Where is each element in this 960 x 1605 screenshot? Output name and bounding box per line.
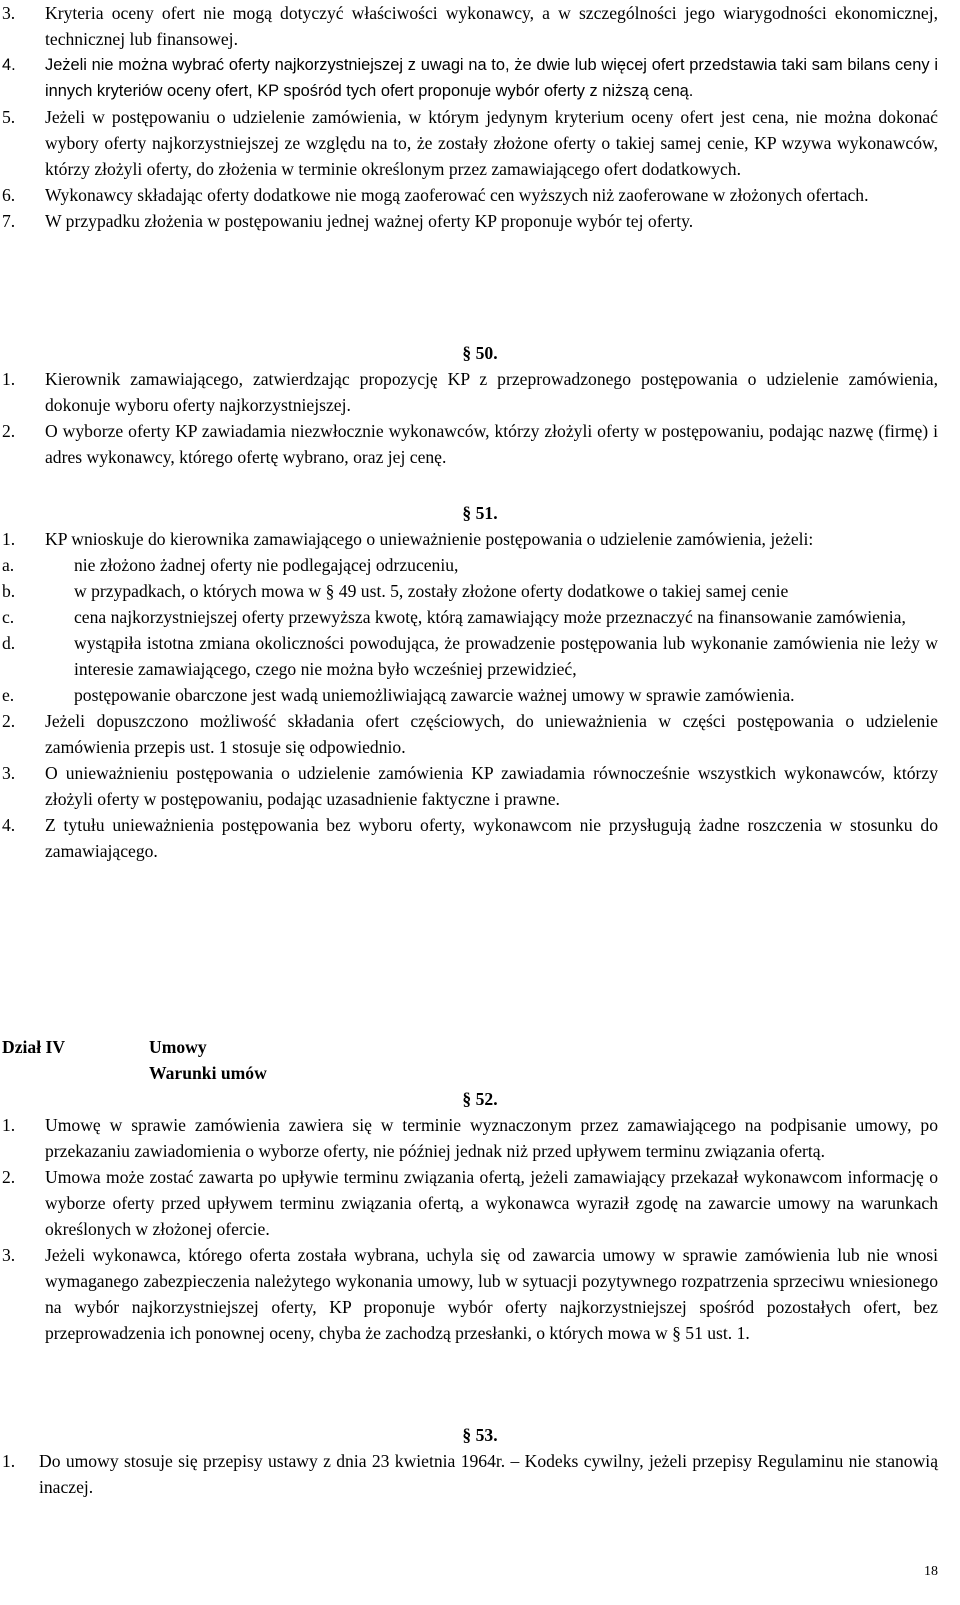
item-number: 2. bbox=[2, 421, 16, 441]
paragraph-title: § 51. bbox=[462, 503, 498, 523]
item-text: Z tytułu unieważnienia postępowania bez wyboru oferty, wykonawcom nie przysługują żadne roszczenia w stosunku do zamawiającego. bbox=[45, 815, 938, 861]
list-item bbox=[0, 1164, 960, 1242]
item-number: 2. bbox=[2, 711, 16, 731]
item-text: Jeżeli dopuszczono możliwość składania ofert częściowych, do unieważnienia w części postępowania o udzielenie zamówienia przepis ust. 1 stosuje się odpowiednio. bbox=[45, 711, 938, 757]
item-text: Umowa może zostać zawarta po upływie terminu związania ofertą, jeżeli zamawiający przekazał wykonawcom informację o wyborze oferty przed upływem terminu związania ofertą, a wykonawca wyraził zgodę na zawarcie umowy na warunkach określonych w złożonej ofercie. bbox=[45, 1167, 938, 1239]
list-item bbox=[0, 104, 960, 182]
item-number: 1. bbox=[2, 529, 16, 549]
section-title: Umowy bbox=[149, 1037, 207, 1057]
list-item bbox=[0, 0, 960, 52]
paragraph-50 bbox=[0, 340, 960, 470]
item-number: 1. bbox=[2, 1451, 16, 1471]
item-text: wystąpiła istotna zmiana okoliczności powodująca, że prowadzenie postępowania lub wykonanie zamówienia nie leży w interesie zamawiającego, czego nie można było wcześniej przewidzieć, bbox=[74, 633, 938, 679]
list-item bbox=[0, 418, 960, 470]
item-number: 7. bbox=[2, 211, 16, 231]
list-item bbox=[0, 708, 960, 760]
item-letter: d. bbox=[2, 633, 16, 653]
list-item bbox=[0, 208, 960, 234]
section-sign-icon: § bbox=[462, 1089, 472, 1109]
item-text: postępowanie obarczone jest wadą uniemożliwiającą zawarcie ważnej umowy w sprawie zamówienia. bbox=[74, 685, 795, 705]
sub-list-item bbox=[0, 578, 960, 604]
section-label: Dział IV bbox=[2, 1037, 66, 1057]
section-sign-icon: § bbox=[462, 1425, 472, 1445]
item-text: Wykonawcy składając oferty dodatkowe nie mogą zaoferować cen wyższych niż zaoferowane w złożonych ofertach. bbox=[45, 185, 869, 205]
item-number: 4. bbox=[2, 815, 16, 835]
paragraph-title: § 52. bbox=[462, 1089, 498, 1109]
item-number: 1. bbox=[2, 1115, 16, 1135]
paragraph-49-continuation bbox=[0, 0, 960, 234]
item-letter: c. bbox=[2, 607, 15, 627]
item-text: w przypadkach, o których mowa w § 49 ust. 5, zostały złożone oferty dodatkowe o takiej samej cenie bbox=[74, 581, 789, 601]
paragraph-title: § 53. bbox=[462, 1425, 498, 1445]
list-item bbox=[0, 1242, 960, 1346]
item-number: 6. bbox=[2, 185, 16, 205]
paragraph-53 bbox=[0, 1422, 960, 1500]
item-number: 3. bbox=[2, 1245, 16, 1265]
sub-list-item bbox=[0, 552, 960, 578]
sub-list-item bbox=[0, 604, 960, 630]
section-subtitle: Warunki umów bbox=[149, 1063, 267, 1083]
item-text: Kryteria oceny ofert nie mogą dotyczyć właściwości wykonawcy, a w szczególności jego wiarygodności ekonomicznej, technicznej lub finansowej. bbox=[45, 3, 938, 49]
item-text: nie złożono żadnej oferty nie podlegającej odrzuceniu, bbox=[74, 555, 459, 575]
list-item bbox=[0, 182, 960, 208]
item-text: W przypadku złożenia w postępowaniu jednej ważnej oferty KP proponuje wybór tej oferty. bbox=[45, 211, 694, 231]
item-letter: e. bbox=[2, 685, 15, 705]
page-number: 18 bbox=[924, 1564, 938, 1579]
paragraph-51 bbox=[0, 500, 960, 864]
item-text: O wyborze oferty KP zawiadamia niezwłocznie wykonawców, którzy złożyli oferty w postępowaniu, podając nazwę (firmę) i adres wykonawcy, którego ofertę wybrano, oraz jej cenę. bbox=[45, 421, 938, 467]
item-text: Jeżeli w postępowaniu o udzielenie zamówienia, w którym jedynym kryterium oceny ofert jest cena, nie można dokonać wybory oferty najkorzystniejszej ze względu na to, że zostały złożone oferty o takiej samej cenie, KP wzywa wykonawców, którzy złożyli oferty, do złożenia w terminie określonym przez zamawiającego ofert dodatkowych. bbox=[45, 107, 938, 179]
item-letter: b. bbox=[2, 581, 16, 601]
list-item bbox=[0, 760, 960, 812]
item-text: Umowę w sprawie zamówienia zawiera się w terminie wyznaczonym przez zamawiającego na podpisanie umowy, po przekazaniu zawiadomienia o wyborze oferty, nie później jednak niż przed upływem terminu związania ofertą. bbox=[45, 1115, 938, 1161]
item-text: O unieważnieniu postępowania o udzielenie zamówienia KP zawiadamia równocześnie wszystkich wykonawców, którzy złożyli oferty w postępowaniu, podając uzasadnienie faktyczne i prawne. bbox=[45, 763, 938, 809]
item-text: Do umowy stosuje się przepisy ustawy z dnia 23 kwietnia 1964r. – Kodeks cywilny, jeżeli przepisy Regulaminu nie stanowią inaczej. bbox=[39, 1451, 938, 1497]
item-number: 3. bbox=[2, 763, 16, 783]
section-sign-icon: § bbox=[462, 343, 472, 363]
item-text: Jeżeli wykonawca, którego oferta została wybrana, uchyla się od zawarcia umowy w sprawie zamówienia lub nie wnosi wymaganego zabezpieczenia należytego wykonania umowy, lub w sytuacji pozytywnego rozpatrzenia sprzeciwu wniesionego na wybór najkorzystniejszej oferty, KP proponuje wybór oferty najkorzystniejszej spośród pozostałych ofert, bez przeprowadzenia ich ponownej oceny, chyba że zachodzą przesłanki, o których mowa w § 51 ust. 1. bbox=[45, 1245, 938, 1343]
list-item bbox=[0, 1112, 960, 1164]
section-sign-icon: § bbox=[462, 503, 472, 523]
item-text: Jeżeli nie można wybrać oferty najkorzystniejszej z uwagi na to, że dwie lub więcej ofert przedstawia taki sam bilans ceny i innych kryteriów oceny ofert, KP spośród tych ofert proponuje wybór oferty z niższą ceną. bbox=[45, 56, 938, 100]
item-number: 4. bbox=[2, 56, 16, 74]
sub-list-item bbox=[0, 630, 960, 682]
list-item bbox=[0, 366, 960, 418]
item-number: 1. bbox=[2, 369, 16, 389]
section-heading bbox=[0, 1034, 960, 1086]
list-item bbox=[0, 52, 960, 104]
item-text: cena najkorzystniejszej oferty przewyższa kwotę, którą zamawiający może przeznaczyć na finansowanie zamówienia, bbox=[74, 607, 906, 627]
item-letter: a. bbox=[2, 555, 15, 575]
item-text: Kierownik zamawiającego, zatwierdzając propozycję KP z przeprowadzonego postępowania o udzielenie zamówienia, dokonuje wyboru oferty najkorzystniejszej. bbox=[45, 369, 938, 415]
list-item bbox=[0, 1448, 960, 1500]
paragraph-title: § 50. bbox=[462, 343, 498, 363]
item-number: 2. bbox=[2, 1167, 16, 1187]
list-item bbox=[0, 812, 960, 864]
list-item bbox=[0, 526, 960, 552]
item-number: 3. bbox=[2, 3, 16, 23]
sub-list-item bbox=[0, 682, 960, 708]
item-number: 5. bbox=[2, 107, 16, 127]
item-text: KP wnioskuje do kierownika zamawiającego o unieważnienie postępowania o udzielenie zamówienia, jeżeli: bbox=[45, 529, 814, 549]
paragraph-52 bbox=[0, 1086, 960, 1346]
